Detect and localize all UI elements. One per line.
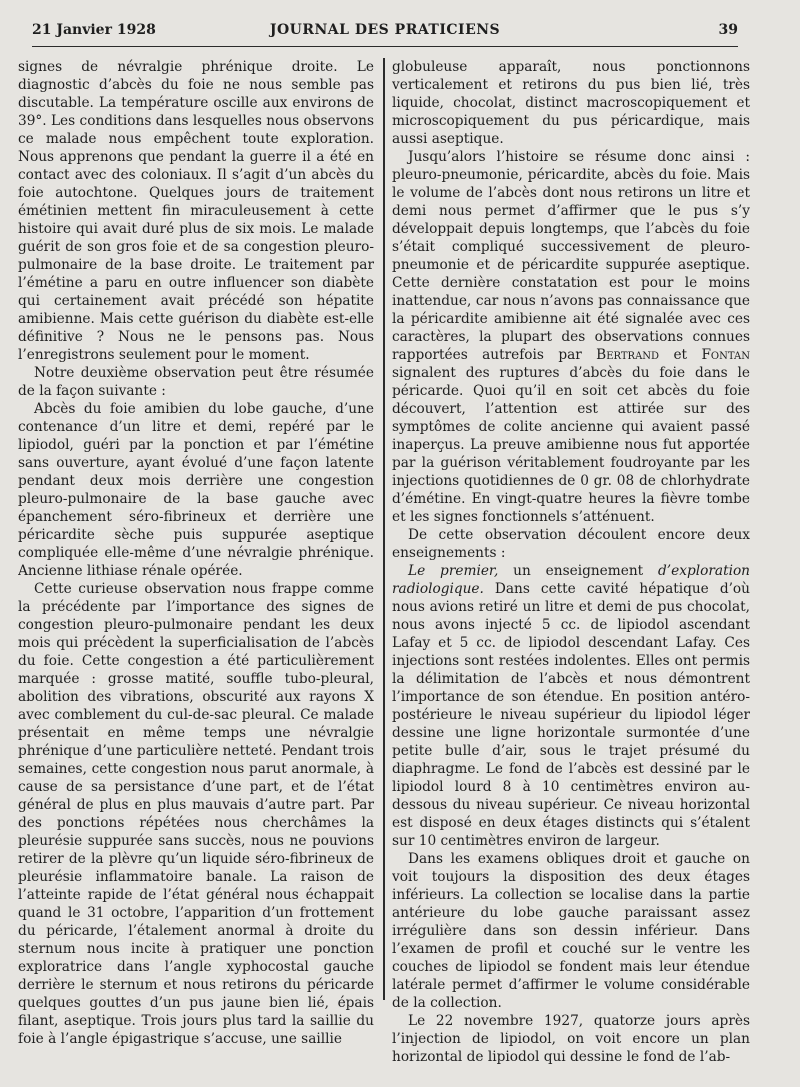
text-run: Dans cette cavité hépatique d’où nous avions retiré un litre et demi de pus chocolat, nous avons injecté 5 cc. de lipiodol ascendant Lafay et 5 cc. de lipiodol descendant Lafay. Ces injections sont restées indolentes. Elles ont permis la délimitation de l’abcès et nous démontrent l’importance de son étendue. En position antéro-postérieure le niveau supérieur du lipiodol léger dessine une ligne horizontale surmontée d’une petite bulle d’air, sous le trajet présumé du diaphragme. Le fond de l’abcès est dessiné par le lipiodol lourd 8 à 10 centimètres environ au-dessous du niveau supérieur. Ce niveau horizontal est disposé en deux étages distincts qui s’étalent sur 10 centimètres environ de largeur. (392, 581, 750, 849)
text-run: Jusqu’alors l’histoire se résume donc ainsi : pleuro-pneumonie, péricardite, abcès du foie. Mais le volume de l’abcès dont nous retirons un litre et demi nous permet d’affirmer que le pus s’y développait depuis longtemps, que l’abcès du foie s’était compliqué successivement de pleuro-pneumonie et de péricardite suppurée aseptique. Cette dernière constatation est pour le moins inattendue, car nous n’avons pas connaissance que la péricardite amibienne ait été signalée avec ces caractères, la plupart des observations connues rapportées autrefois par (392, 149, 750, 363)
text-run: un enseignement (498, 563, 659, 579)
left-column (18, 58, 374, 1068)
text-run: et (659, 347, 702, 363)
text-run: signalent des ruptures d’abcès du foie dans le péricarde. Quoi qu’il en soit cet abcès du foie découvert, l’attention est attirée sur des symptômes de colite ancienne qui avaient passé inaperçus. La preuve amibienne nous fut apportée par la guérison véritablement foudroyante par les injections quotidiennes de 0 gr. 08 de chlorhydrate d’émétine. En vingt-quatre heures la fièvre tombe et les signes fonctionnels s’atténuent. (392, 365, 750, 525)
author-name: Bertrand (596, 347, 660, 363)
paragraph: globuleuse apparaît, nous ponctionnons verticalement et retirons du pus bien lié, très liquide, chocolat, distinct macroscopiquement et microscopiquement du pus péricardique, mais aussi aseptique. (392, 59, 750, 147)
paragraph (392, 562, 750, 850)
paragraph: De cette observation découlent encore deux enseignements : (392, 527, 750, 561)
paragraph (392, 148, 750, 526)
right-column (392, 58, 750, 1068)
running-header (32, 16, 738, 47)
paragraph: Le 22 novembre 1927, quatorze jours après l’injection de lipiodol, on voit encore un plan horizontal de lipiodol qui dessine le fond de l’ab- (392, 1013, 750, 1065)
paragraph: Cette curieuse observation nous frappe comme la précédente par l’importance des signes de congestion pleuro-pulmonaire pendant les deux mois qui précèdent la superficialisation de l’abcès du foie. Cette congestion a été particulièrement marquée : grosse matité, souffle tubo-pleural, abolition des vibrations, obscurité aux rayons X avec comblement du cul-de-sac pleural. Ce malade présentait en même temps une névralgie phrénique d’une particulière netteté. Pendant trois semaines, cette congestion nous parut anormale, à cause de sa persistance d’une part, et de l’état général de plus en plus mauvais d’autre part. Par des ponctions répétées nous cherchâmes la pleurésie suppurée sans succès, nous ne pouvions retirer de la plèvre qu’un liquide séro-fibrineux de pleurésie inflammatoire banale. La raison de l’atteinte rapide de l’état général nous échappait quand le 31 octobre, l’apparition d’un frottement du péricarde, l’étalement anormal à droite du sternum nous incite à pratiquer une ponction exploratrice dans l’angle xyphocostal gauche derrière le sternum et nous retirons du péricarde quelques gouttes d’un pus jaune bien lié, épais filant, aseptique. Trois jours plus tard la saillie du foie à l’angle épigastrique s’accuse, une saillie (18, 581, 374, 1047)
paragraph: signes de névralgie phrénique droite. Le diagnostic d’abcès du foie ne nous semble pas discutable. La température oscille aux environs de 39°. Les conditions dans lesquelles nous observons ce malade nous empêchent toute exploration. Nous apprenons que pendant la guerre il a été en contact avec des coloniaux. Il s’agit d’un abcès du foie autochtone. Quelques jours de traitement émétinien mettent fin miraculeusement à cette histoire qui avait duré plus de six mois. Le malade guérit de son gros foie et de sa congestion pleuro-pulmonaire de la base droite. Le traitement par l’émétine a paru en outre influencer son diabète qui certainement avait précédé son hépatite amibienne. Mais cette guérison du diabète est-elle définitive ? Nous ne le pensons pas. Nous l’enregistrons seulement pour le moment. (18, 59, 374, 363)
paragraph: Dans les examens obliques droit et gauche on voit toujours la disposition des deux étages inférieurs. La collection se localise dans la partie antérieure du lobe gauche paraissant assez irrégulière dans son dessin inférieur. Dans l’examen de profil et couché sur le ventre les couches de lipiodol se fondent mais leur étendue latérale permet d’affirmer le volume considérable de la collection. (392, 851, 750, 1011)
italic-label: Le premier, (408, 563, 499, 579)
header-page-number: 39 (718, 22, 738, 38)
header-journal-title: JOURNAL DES PRATICIENS (269, 22, 501, 38)
italic-term: d’exploration radiologique. (392, 563, 750, 597)
column-divider (383, 58, 385, 1000)
author-name: Fontan (701, 347, 750, 363)
paragraph: Notre deuxième observation peut être résumée de la façon suivante : (18, 365, 374, 399)
paragraph: Abcès du foie amibien du lobe gauche, d’une contenance d’un litre et demi, repéré par le lipiodol, guéri par la ponction et par l’émétine sans ouverture, ayant évolué d’une façon latente pendant deux mois derrière une congestion pleuro-pulmonaire de la base gauche avec épanchement séro-fibrineux et derrière une péricardite sèche puis suppurée aseptique compliquée elle-même d’une névralgie phrénique. Ancienne lithiase rénale opérée. (18, 401, 374, 579)
header-date: 21 Janvier 1928 (32, 22, 156, 38)
